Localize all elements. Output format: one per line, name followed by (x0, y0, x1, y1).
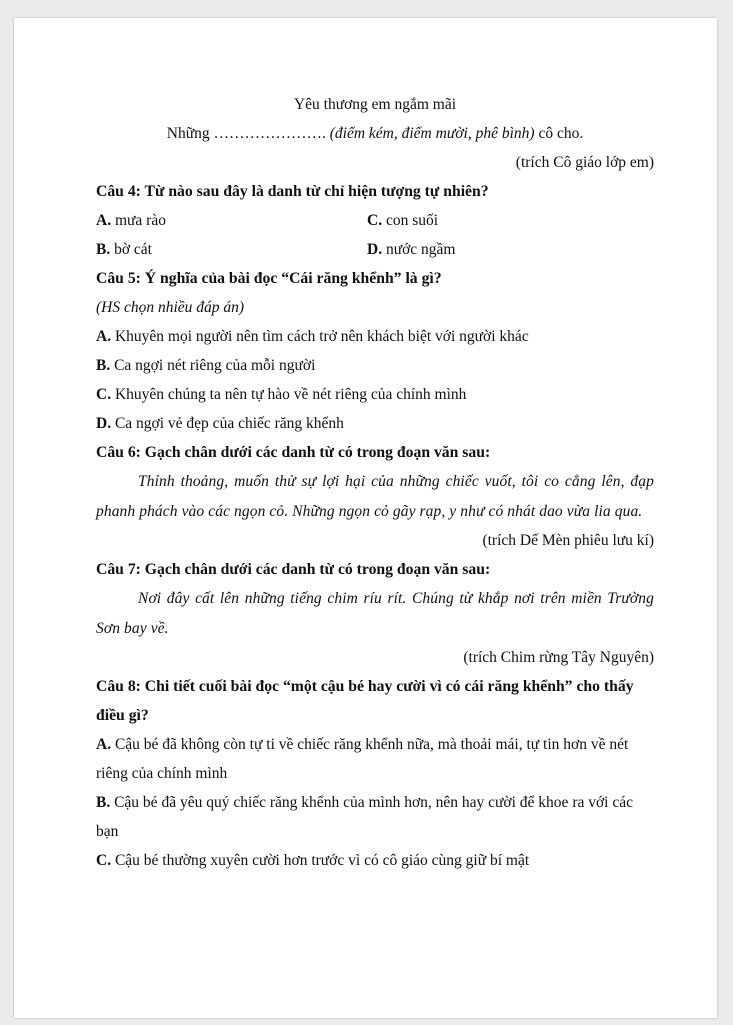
question-6-title: Câu 6: Gạch chân dưới các danh từ có trong đoạn văn sau: (96, 444, 491, 461)
question-6-source: (trích Dế Mèn phiêu lưu kí) (482, 532, 654, 549)
question-7-passage: Nơi đây cất lên những tiếng chim ríu rít. Chúng từ khắp nơi trên miền Trường Sơn bay về. (96, 590, 654, 637)
document-page (14, 18, 717, 1018)
poem-line-2-end: cô cho. (534, 125, 584, 142)
question-5-option-b: B. Ca ngợi nét riêng của mỗi người (96, 357, 316, 374)
document-body (96, 90, 654, 875)
question-4-option-c: C. con suối (367, 212, 439, 229)
question-4-option-b: B. bờ cát (96, 241, 152, 258)
poem-line-2-hint: (điểm kém, điểm mười, phê bình) (329, 125, 535, 142)
question-4-options-row-2 (96, 235, 654, 264)
poem-line-1: Yêu thương em ngắm mãi (293, 96, 457, 113)
poem-line-2 (96, 119, 654, 148)
poem-line-2-start: Những …………………. (166, 125, 330, 142)
question-8-option-a: A. Cậu bé đã không còn tự ti về chiếc răng khểnh nữa, mà thoải mái, tự tin hơn về nét riêng của chính mình (96, 736, 629, 782)
question-8-option-b: B. Cậu bé đã yêu quý chiếc răng khểnh của mình hơn, nên hay cười để khoe ra với các bạn (96, 794, 633, 840)
question-6-passage: Thỉnh thoảng, muốn thử sự lợi hại của những chiếc vuốt, tôi co cẳng lên, đạp phanh phách vào các ngọn cỏ. Những ngọn cỏ gãy rạp, y như có nhát dao vừa lia qua. (96, 473, 654, 520)
question-8-title: Câu 8: Chi tiết cuối bài đọc “một cậu bé hay cười vì có cái răng khểnh” cho thấy điều gì? (96, 678, 634, 724)
poem-source: (trích Cô giáo lớp em) (515, 154, 654, 171)
question-7-source: (trích Chim rừng Tây Nguyên) (463, 649, 654, 666)
question-5-note: (HS chọn nhiều đáp án) (96, 299, 245, 316)
question-4-options-row-1 (96, 206, 654, 235)
question-5-option-d: D. Ca ngợi vẻ đẹp của chiếc răng khểnh (96, 415, 344, 432)
question-5-title: Câu 5: Ý nghĩa của bài đọc “Cái răng khểnh” là gì? (96, 270, 442, 287)
question-4-option-a: A. mưa rào (96, 212, 166, 229)
question-5-option-c: C. Khuyên chúng ta nên tự hào về nét riêng của chính mình (96, 386, 467, 403)
question-4-title: Câu 4: Từ nào sau đây là danh từ chỉ hiện tượng tự nhiên? (96, 183, 489, 200)
question-4-option-d: D. nước ngầm (367, 241, 456, 258)
question-7-title: Câu 7: Gạch chân dưới các danh từ có trong đoạn văn sau: (96, 561, 491, 578)
question-8-option-c: C. Cậu bé thường xuyên cười hơn trước vì có cô giáo cùng giữ bí mật (96, 852, 530, 869)
question-5-option-a: A. Khuyên mọi người nên tìm cách trở nên khách biệt với người khác (96, 328, 529, 345)
